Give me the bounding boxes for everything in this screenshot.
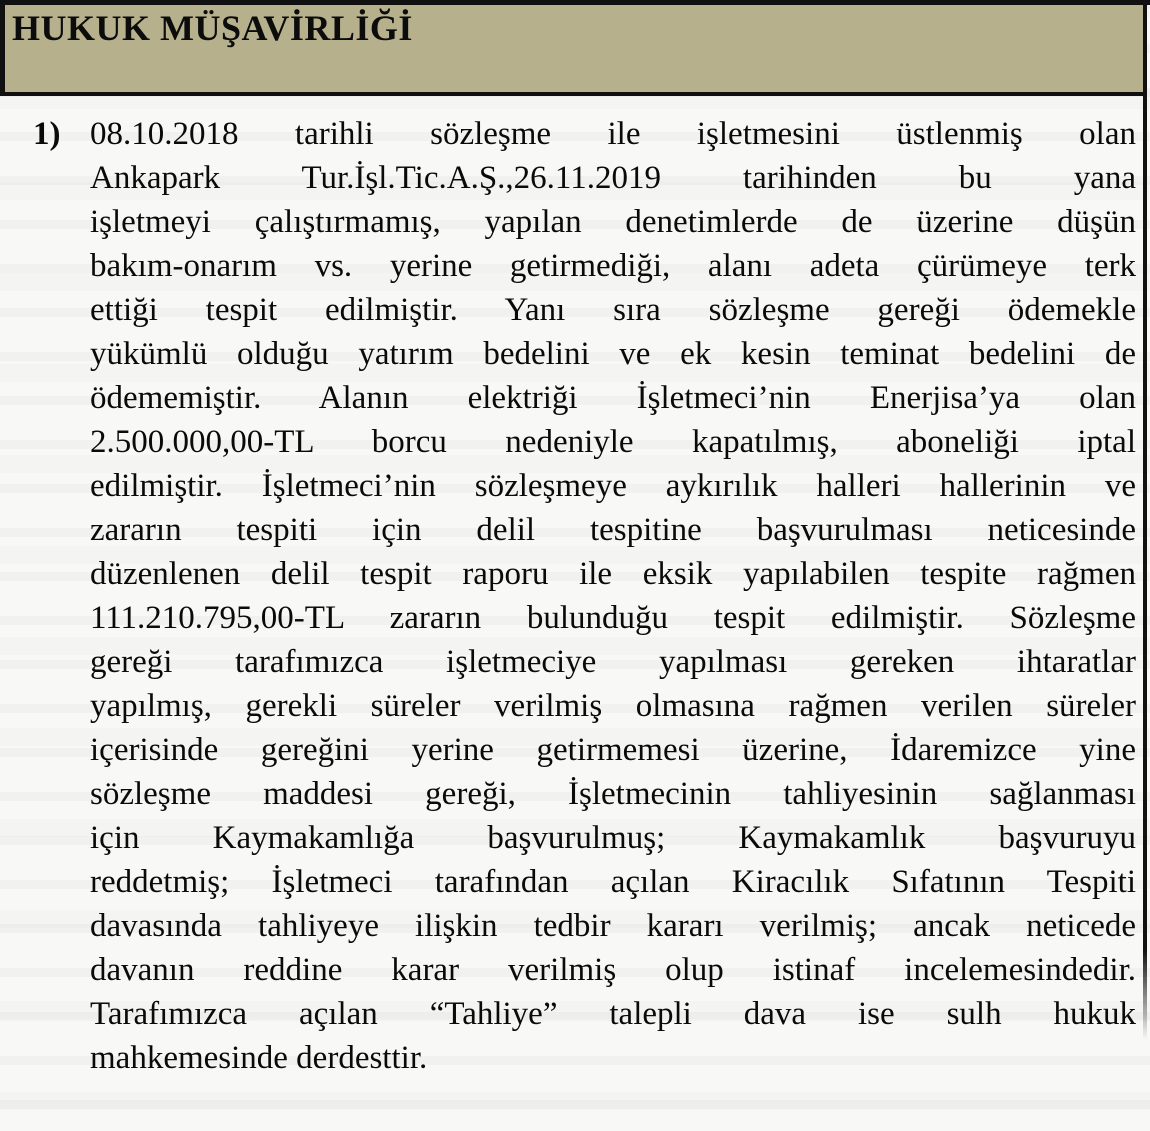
paragraph-line-3: işletmeyi çalıştırmamış, yapılan denetimlerde de üzerine düşün — [90, 204, 1136, 240]
paragraph-line-5: ettiği tespit edilmiştir. Yanı sıra sözleşme gereği ödemekle — [90, 292, 1136, 328]
paragraph-line-2: Ankapark Tur.İşl.Tic.A.Ş.,26.11.2019 tarihinden bu yana — [90, 160, 1136, 196]
paragraph-line-7: ödememiştir. Alanın elektriği İşletmeci’nin Enerjisa’ya olan — [90, 380, 1136, 416]
document-body — [0, 96, 1150, 1080]
paragraph-line-16: sözleşme maddesi gereği, İşletmecinin tahliyesinin sağlanması — [90, 776, 1136, 812]
paragraph-line-14: yapılmış, gerekli süreler verilmiş olmasına rağmen verilen süreler — [90, 688, 1136, 724]
paragraph-line-19: davasında tahliyeye ilişkin tedbir kararı verilmiş; ancak neticede — [90, 908, 1136, 944]
paragraph-line-10: zararın tespiti için delil tespitine başvurulması neticesinde — [90, 512, 1136, 548]
item-number: 1) — [33, 116, 61, 152]
paragraph-line-13: gereği tarafımızca işletmeciye yapılması gereken ihtaratlar — [90, 644, 1136, 680]
paragraph-line-4: bakım-onarım vs. yerine getirmediği, alanı adeta çürümeye terk — [90, 248, 1136, 284]
page-right-edge — [1143, 0, 1147, 1040]
paragraph-line-17: için Kaymakamlığa başvurulmuş; Kaymakamlık başvuruyu — [90, 820, 1136, 856]
paragraph-line-21: Tarafımızca açılan “Tahliye” talepli dava ise sulh hukuk — [90, 996, 1136, 1032]
section-header — [0, 5, 1143, 96]
list-item — [0, 96, 1150, 1080]
paragraph-line-8: 2.500.000,00-TL borcu nedeniyle kapatılmış, aboneliği iptal — [90, 424, 1136, 460]
paragraph-line-11: düzenlenen delil tespit raporu ile eksik yapılabilen tespite rağmen — [90, 556, 1136, 592]
paragraph-line-6: yükümlü olduğu yatırım bedelini ve ek kesin teminat bedelini de — [90, 336, 1136, 372]
paragraph-line-1: 08.10.2018 tarihli sözleşme ile işletmesini üstlenmiş olan — [90, 116, 1136, 152]
paragraph — [90, 112, 1136, 1080]
section-title: HUKUK MÜŞAVİRLİĞİ — [12, 8, 413, 48]
paragraph-line-12: 111.210.795,00-TL zararın bulunduğu tespit edilmiştir. Sözleşme — [90, 600, 1136, 636]
paragraph-line-15: içerisinde gereğini yerine getirmemesi üzerine, İdaremizce yine — [90, 732, 1136, 768]
paragraph-line-18: reddetmiş; İşletmeci tarafından açılan Kiracılık Sıfatının Tespiti — [90, 864, 1136, 900]
paragraph-line-9: edilmiştir. İşletmeci’nin sözleşmeye aykırılık halleri hallerinin ve — [90, 468, 1136, 504]
paragraph-line-20: davanın reddine karar verilmiş olup istinaf incelemesindedir. — [90, 952, 1136, 988]
paragraph-line-22: mahkemesinde derdesttir. — [90, 1040, 428, 1076]
